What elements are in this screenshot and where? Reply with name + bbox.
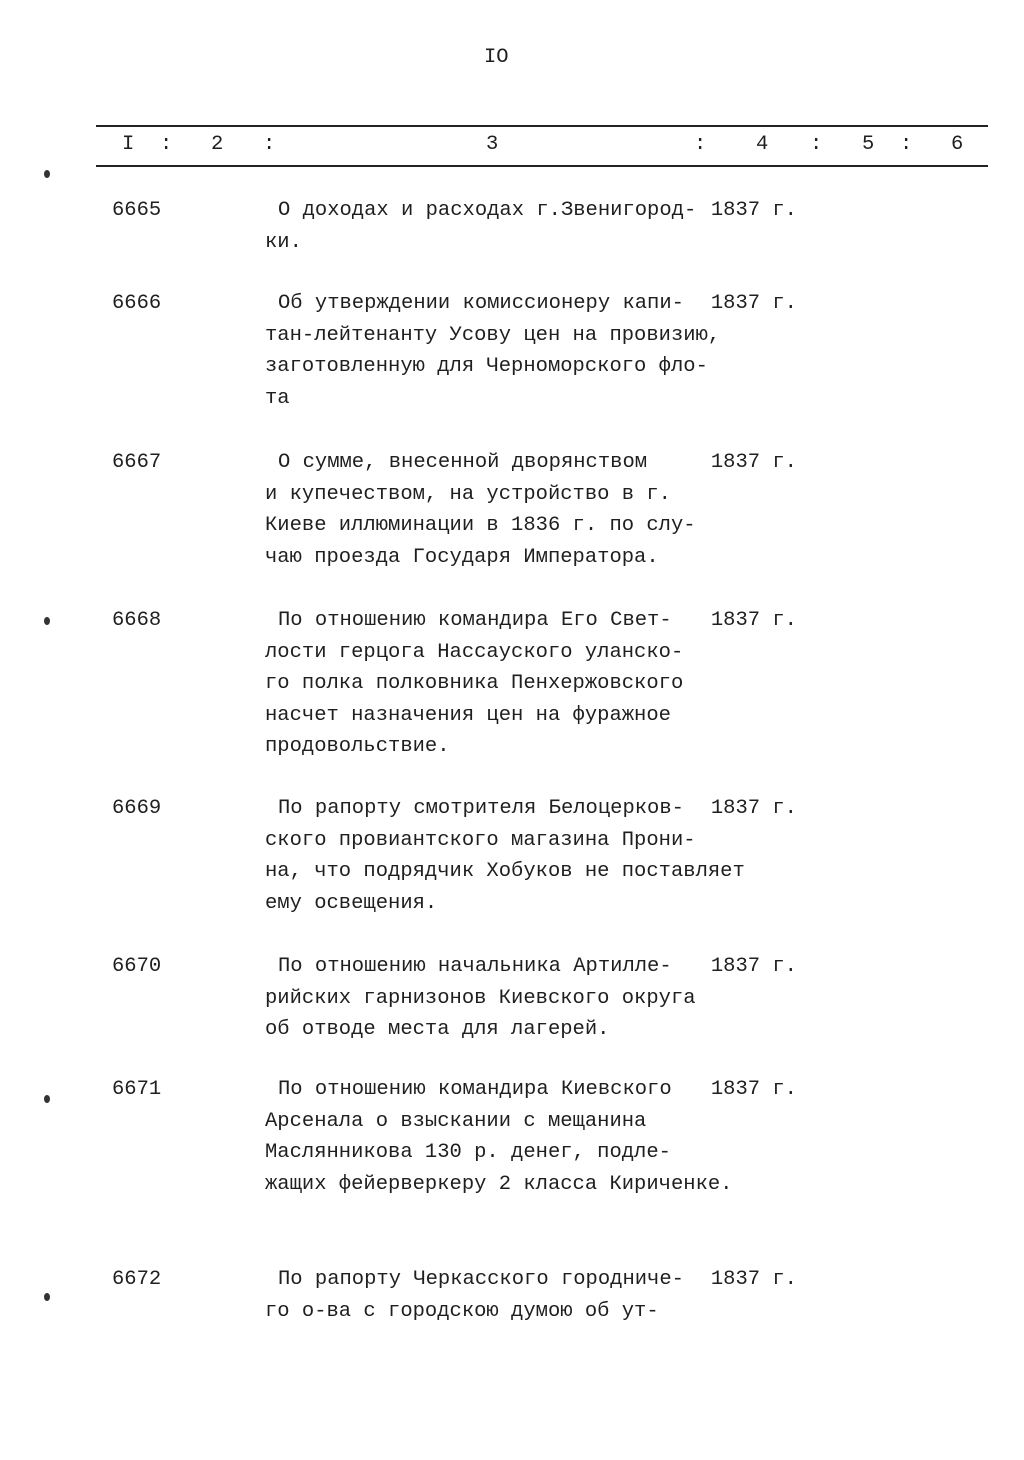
header-separator: : (810, 133, 823, 156)
entry-title (265, 195, 696, 258)
entry-year: 1837 г. (710, 199, 797, 222)
entry-title (265, 1074, 732, 1200)
entry-title-line: го о-ва с городскою думою об ут- (265, 1299, 659, 1323)
header-bottom-rule (96, 165, 988, 167)
entry-title (265, 1264, 684, 1327)
entry-title-line: Киеве иллюминации в 1836 г. по слу- (265, 514, 696, 537)
entry-title-line: ему освещения. (265, 891, 438, 915)
entry-title-line: По отношению командира Его Свет- (278, 609, 672, 632)
entry-title-line: об отводе места для лагерей. (265, 1018, 610, 1041)
entry-title-line: Маслянникова 130 р. денег, подле- (265, 1141, 671, 1164)
entry-title-line: ки. (265, 230, 302, 254)
header-col-4: 4 (756, 133, 769, 156)
entry-title-line: Арсенала о взыскании с мещанина (265, 1109, 647, 1133)
entry-year: 1837 г. (710, 955, 797, 978)
entry-number: 6671 (112, 1078, 162, 1101)
entry-title-line: жащих фейерверкеру 2 класса Кириченке. (265, 1172, 733, 1196)
entry-number: 6666 (112, 292, 162, 315)
header-col-2: 2 (211, 133, 224, 156)
header-col-1: I (122, 133, 135, 156)
entry-title-line: го полка полковника Пенхержовского (265, 672, 684, 695)
entry-title-line: заготовленную для Черноморского фло- (265, 355, 708, 378)
header-col-3: 3 (486, 133, 499, 156)
entry-year: 1837 г. (710, 609, 797, 632)
entry-title-line: По рапорту смотрителя Белоцерков- (278, 797, 684, 820)
header-separator: : (160, 133, 173, 156)
entry-title-line: на, что подрядчик Хобуков не поставляет (265, 860, 745, 883)
entry-title-line: По отношению командира Киевского (278, 1078, 672, 1101)
entry-number: 6665 (112, 199, 162, 222)
binding-hole-mark (44, 1095, 50, 1103)
header-top-rule (96, 125, 988, 127)
entry-year: 1837 г. (710, 797, 797, 820)
entry-title-line: тан-лейтенанту Усову цен на провизию, (265, 323, 721, 347)
entry-title-line: О сумме, внесенной дворянством (278, 451, 648, 474)
entry-number: 6669 (112, 797, 162, 820)
header-separator: : (263, 133, 276, 156)
entry-year: 1837 г. (710, 451, 797, 474)
entry-title (265, 951, 696, 1046)
page-number: IO (484, 46, 509, 69)
entry-number: 6672 (112, 1268, 162, 1291)
entry-title-line: продовольствие. (265, 735, 450, 758)
entry-title-line: насчет назначения цен на фуражное (265, 703, 671, 727)
entry-title-line: чаю проезда Государя Императора. (265, 545, 659, 569)
entry-title (265, 288, 720, 414)
header-col-6: 6 (951, 133, 964, 156)
entry-number: 6667 (112, 451, 162, 474)
header-separator: : (900, 133, 913, 156)
entry-title-line: По отношению начальника Артилле- (278, 955, 672, 978)
binding-hole-mark (44, 1293, 50, 1301)
entry-title (265, 793, 745, 919)
entry-title-line: та (265, 386, 290, 410)
entry-title-line: О доходах и расходах г.Звенигород- (278, 199, 697, 222)
entry-title (265, 605, 683, 763)
entry-title-line: Об утверждении комиссионеру капи- (278, 292, 684, 315)
entry-title (265, 447, 696, 573)
entry-year: 1837 г. (710, 1268, 797, 1291)
entry-title-line: и купечеством, на устройство в г. (265, 482, 671, 506)
binding-hole-mark (44, 617, 50, 625)
header-separator: : (694, 133, 707, 156)
entry-number: 6668 (112, 609, 162, 632)
entry-number: 6670 (112, 955, 162, 978)
entry-title-line: лости герцога Нассауского уланско- (265, 640, 684, 664)
entry-year: 1837 г. (710, 292, 797, 315)
entry-title-line: ского провиантского магазина Прони- (265, 828, 696, 852)
entry-title-line: рийских гарнизонов Киевского округа (265, 986, 696, 1010)
entry-title-line: По рапорту Черкасского городниче- (278, 1268, 684, 1291)
header-col-5: 5 (862, 133, 875, 156)
binding-hole-mark (44, 170, 50, 178)
entry-year: 1837 г. (710, 1078, 797, 1101)
